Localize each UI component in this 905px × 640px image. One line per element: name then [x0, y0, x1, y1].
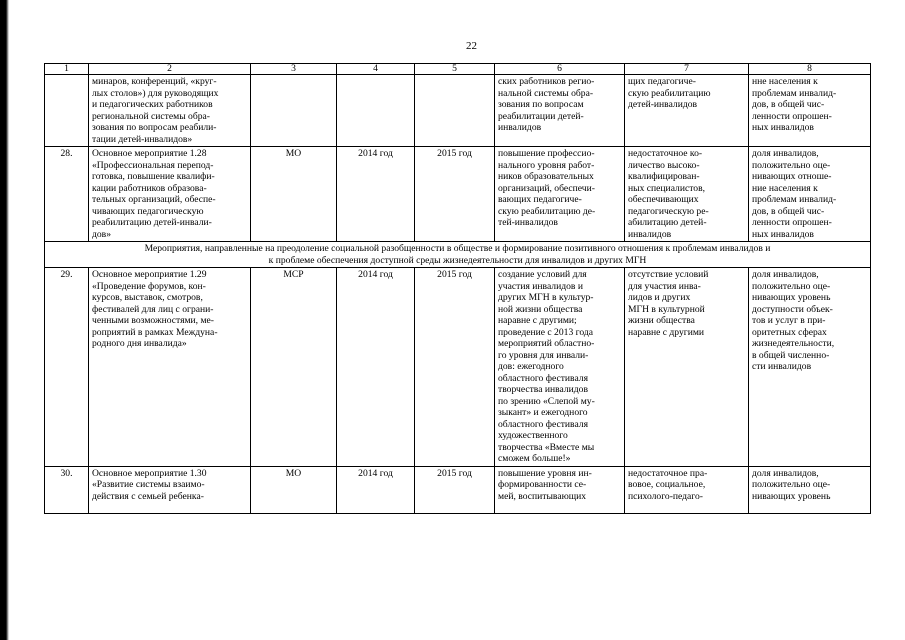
table-row-29: [45, 268, 871, 467]
column-number: 6: [495, 64, 625, 75]
non-implementation-consequence: отсутствие условий для участия инва- лидов и других МГН в культурной жизни общества наравне с другими: [625, 268, 749, 467]
start-year: 2014 год: [337, 268, 415, 467]
start-year-cell: [337, 75, 415, 147]
row-number: 29.: [45, 268, 89, 467]
end-year: 2015 год: [415, 268, 495, 467]
column-number: 1: [45, 64, 89, 75]
end-year: 2015 год: [415, 466, 495, 513]
column-number: 7: [625, 64, 749, 75]
column-number: 8: [749, 64, 871, 75]
column-number: 5: [415, 64, 495, 75]
target-indicator: нне населения к проблемам инвалид- дов, в общей чис- ленности опрошен- ных инвалидов: [749, 75, 871, 147]
end-year: 2015 год: [415, 147, 495, 242]
executor: МСР: [251, 268, 337, 467]
target-indicator: доля инвалидов, положительно оце- нивающих уровень: [749, 466, 871, 513]
table-row-30: [45, 466, 871, 513]
scan-border: [0, 0, 9, 640]
table-row-continuation: [45, 75, 871, 147]
row-number: 30.: [45, 466, 89, 513]
row-number: 28.: [45, 147, 89, 242]
row-number-cell: [45, 75, 89, 147]
target-indicator: доля инвалидов, положительно оце- нивающих уровень доступности объек- тов и услуг в при- оритетных сферах жизнедеятельности, в общей численно- сти инвалидов: [749, 268, 871, 467]
end-year-cell: [415, 75, 495, 147]
executor: МО: [251, 466, 337, 513]
section-heading-row: [45, 242, 871, 268]
measure-description: минаров, конференций, «круг- лых столов») для руководящих и педагогических работников региональной системы обра- зования по вопросам реабили- тации детей-инвалидов»: [89, 75, 251, 147]
column-number: 3: [251, 64, 337, 75]
executor: МО: [251, 147, 337, 242]
column-number-row: [45, 64, 871, 75]
expected-result: создание условий для участия инвалидов и других МГН в культур- ной жизни общества наравне с другими; проведение с 2013 года мероприятий областно- го уровня для инвали- дов: ежегодного областного фестиваля творчества инвалидов по зрению «Слепой му- зыкант» и ежегодного областного фестиваля художественного творчества «Вместе мы сможем больше!»: [495, 268, 625, 467]
expected-result: ских работников регио- нальной системы обра- зования по вопросам реабилитации детей- инвалидов: [495, 75, 625, 147]
measures-table: [44, 63, 871, 514]
non-implementation-consequence: недостаточное пра- вовое, социальное, психолого-педаго-: [625, 466, 749, 513]
section-heading: Мероприятия, направленные на преодоление социальной разобщенности в обществе и формирование позитивного отношения к проблемам инвалидов и к проблеме обеспечения доступной среды жизнедеятельности для инвалидов и других МГН: [45, 242, 871, 268]
non-implementation-consequence: недостаточное ко- личество высоко- квалифицирован- ных специалистов, обеспечивающих педагогическую ре- абилитацию детей- инвалидов: [625, 147, 749, 242]
page-number: 22: [466, 40, 477, 52]
measure-description: Основное мероприятие 1.29 «Проведение форумов, кон- курсов, выставок, смотров, фестивалей для лиц с ограни- ченными возможностями, ме- роприятий в рамках Междуна- родного дня инвалида»: [89, 268, 251, 467]
expected-result: повышение профессио- нального уровня работ- ников образовательных организаций, обеспечи- вающих педагогиче- скую реабилитацию де- тей-инвалидов: [495, 147, 625, 242]
non-implementation-consequence: щих педагогиче- скую реабилитацию детей-инвалидов: [625, 75, 749, 147]
column-number: 2: [89, 64, 251, 75]
column-number: 4: [337, 64, 415, 75]
target-indicator: доля инвалидов, положительно оце- нивающих отноше- ние населения к проблемам инвалид- дов, в общей чис- ленности опрошен- ных инвалидов: [749, 147, 871, 242]
table-row-28: [45, 147, 871, 242]
expected-result: повышение уровня ин- формированности се- мей, воспитывающих: [495, 466, 625, 513]
executor-cell: [251, 75, 337, 147]
measure-description: Основное мероприятие 1.30 «Развитие системы взаимо- действия с семьей ребенка-: [89, 466, 251, 513]
start-year: 2014 год: [337, 466, 415, 513]
start-year: 2014 год: [337, 147, 415, 242]
measure-description: Основное мероприятие 1.28 «Профессиональная перепод- готовка, повышение квалифи- кации работников образова- тельных организаций, обеспе- чивающих педагогическую реабилитацию детей-инвали- дов»: [89, 147, 251, 242]
